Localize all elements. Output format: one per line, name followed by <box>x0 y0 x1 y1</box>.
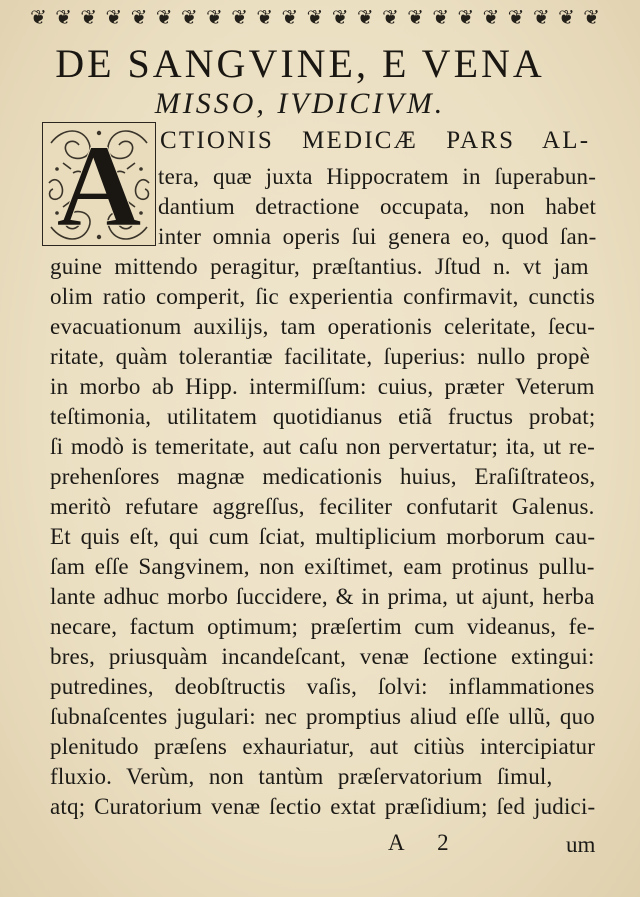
ornament-fleuron-icon: ❦ <box>80 5 98 29</box>
text-line: guine mittendo peragitur, præſtantius. Jſtud n. vt jam <box>50 254 589 279</box>
page-title: DE SANGVINE, E VENA <box>55 41 545 86</box>
ornament-fleuron-icon: ❦ <box>331 5 349 29</box>
text-line: fluxio. Verùm, non tantùm præſervatorium ſimul, <box>50 764 553 789</box>
text-line: putredines, deobſtructis vaſis, ſolvi: inflammationes <box>50 674 595 699</box>
ornament-fleuron-icon: ❦ <box>281 5 299 29</box>
ornament-fleuron-icon: ❦ <box>532 5 550 29</box>
ornament-fleuron-icon: ❦ <box>507 5 525 29</box>
text-line: evacuationum auxilijs, tam operationis celeritate, ſecu- <box>50 314 596 339</box>
text-line: plenitudo præſens exhauriatur, aut citiùs intercipiatur <box>50 734 596 759</box>
text-line: Et quis eſt, qui cum ſciat, multiplicium morborum cau- <box>50 524 596 549</box>
ornament-fleuron-icon: ❦ <box>55 5 72 29</box>
ornament-fleuron-icon: ❦ <box>381 5 399 29</box>
ornament-fleuron-icon: ❦ <box>130 5 148 29</box>
ornament-fleuron-icon: ❦ <box>557 5 575 29</box>
text-line: ſi modò is temeritate, aut caſu non pervertatur; ita, ut re- <box>50 434 596 459</box>
ornament-fleuron-icon: ❦ <box>306 5 324 29</box>
signature-mark: A 2 <box>388 830 463 855</box>
text-line: atq; Curatorium venæ ſectio extat præſidium; ſed judici- <box>50 794 596 819</box>
text-line: lante adhuc morbo ſuccidere, & in prima, ut ajunt, herba <box>50 584 595 609</box>
ornament-fleuron-icon: ❦ <box>482 5 500 29</box>
text-line: bres, priusquàm incandeſcant, venæ ſectione extingui: <box>50 644 595 669</box>
text-line: meritò refutare aggreſſus, feciliter confutarit Galenus. <box>50 494 595 519</box>
text-line: in morbo ab Hipp. intermiſſum: cuius, præter Veterum <box>50 374 595 399</box>
ornament-fleuron-icon: ❦ <box>407 5 424 29</box>
text-line: necare, factum optimum; præſertim cum videanus, fe- <box>50 614 595 639</box>
ornament-fleuron-icon: ❦ <box>457 5 475 29</box>
text-line: CTIONIS MEDICÆ PARS AL- <box>160 127 591 154</box>
text-line: prehenſores magnæ medicationis huius, Eraſiſtrateos, <box>50 464 596 489</box>
ornament-fleuron-icon: ❦ <box>205 5 223 29</box>
ornament-fleuron-icon: ❦ <box>180 5 198 29</box>
ornament-fleuron-icon: ❦ <box>30 5 47 29</box>
ornament-fleuron-icon: ❦ <box>432 5 450 29</box>
ornament-fleuron-icon: ❦ <box>105 5 123 29</box>
ornament-fleuron-icon: ❦ <box>583 5 600 29</box>
ornament-fleuron-icon: ❦ <box>256 5 274 29</box>
text-line: ſam eſſe Sangvinem, non exiſtimet, eam protinus pullu- <box>50 554 595 579</box>
text-line: olim ratio comperit, ſic experientia confirmavit, cunctis <box>50 284 596 309</box>
ornament-fleuron-icon: ❦ <box>231 5 248 29</box>
ornament-border <box>30 2 600 32</box>
catchword: um <box>566 832 596 857</box>
ornament-fleuron-icon: ❦ <box>155 5 173 29</box>
decorated-initial <box>42 120 156 251</box>
text-line: dantium detractione occupata, non habet <box>158 194 597 219</box>
text-line: tera, quæ juxta Hippocratem in ſuperabun- <box>158 164 597 189</box>
text-line: ritate, quàm tolerantiæ facilitate, ſuperius: nullo propè <box>50 344 591 369</box>
page-subtitle: MISSO, IVDICIVM. <box>154 87 446 120</box>
text-line: teſtimonia, utilitatem quotidianus etiã fructus probat; <box>50 404 596 429</box>
text-line: inter omnia operis ſui genera eo, quod ſan- <box>158 224 597 249</box>
initial-letter: A <box>56 120 142 251</box>
text-line: ſubnaſcentes jugulari: nec promptius aliud eſſe ullũ, quo <box>50 704 595 729</box>
ornament-fleuron-icon: ❦ <box>356 5 374 29</box>
